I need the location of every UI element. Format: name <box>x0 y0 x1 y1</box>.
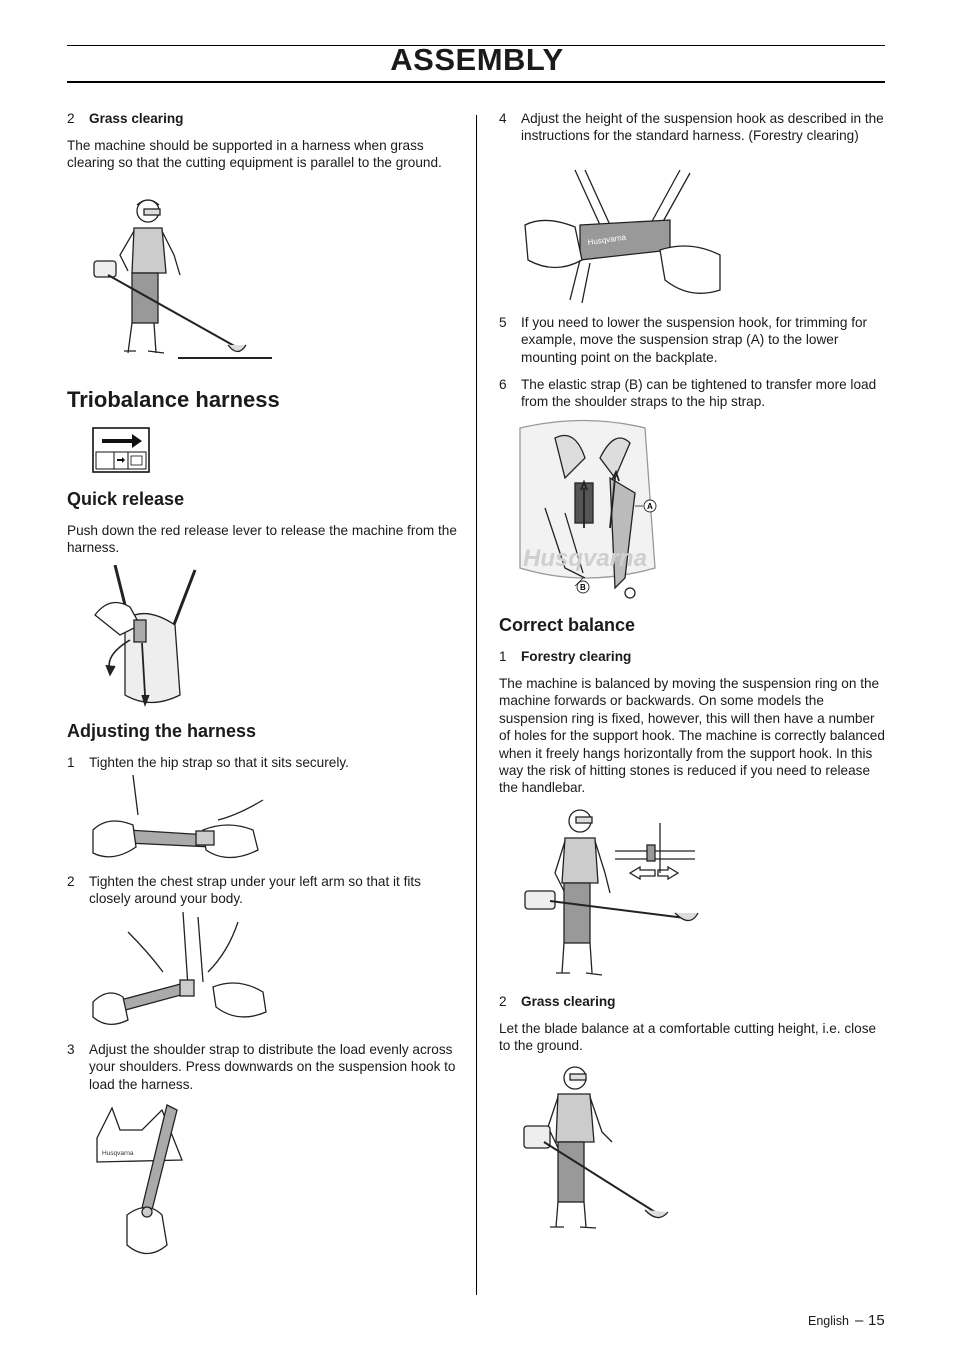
footer-dash: – <box>855 1312 864 1329</box>
page-number: 15 <box>868 1312 885 1329</box>
label-b: B <box>580 583 586 592</box>
triobalance-title: Triobalance harness <box>67 387 280 412</box>
suspension-hook-figure <box>520 165 730 305</box>
adjusting-harness-title: Adjusting the harness <box>67 721 257 741</box>
quick-release-text: Push down the red release lever to release the machine from the harness. <box>67 523 457 556</box>
grass-clearing-figure <box>88 193 278 368</box>
instruction-manual-icon <box>92 427 150 473</box>
husqvarna-brand-backplate: Husqvarna <box>523 545 648 572</box>
quick-release-figure <box>90 565 205 710</box>
footer-language: English <box>808 1314 849 1328</box>
grass-clearing-text: The machine should be supported in a harness when grass clearing so that the cutting equipment is parallel to the ground. <box>67 138 442 171</box>
column-divider <box>476 115 477 1295</box>
header-bottom-rule <box>67 81 885 83</box>
page-title: ASSEMBLY <box>390 42 564 77</box>
shoulder-strap-figure <box>92 1100 202 1265</box>
grass-balance-figure <box>520 1062 675 1232</box>
husqvarna-brand-small: Husqvarna <box>102 1150 134 1157</box>
forestry-clearing-text: The machine is balanced by moving the suspension ring on the machine forwards or backwards. On some models the suspension ring is fixed, however, this will then have a number of holes for the support hook. The machine is correctly balanced when it freely hangs horizontally from the support hook. In this way the risk of hitting stones is reduced if you need to release the handlebar. <box>499 676 885 796</box>
grass-clearing-2-text: Let the blade balance at a comfortable cutting height, i.e. close to the ground. <box>499 1021 877 1054</box>
chest-strap-figure <box>88 912 273 1030</box>
husqvarna-brand-hook: Husqvarna <box>587 232 627 247</box>
quick-release-title: Quick release <box>67 489 185 509</box>
backplate-straps-figure <box>515 418 665 603</box>
hip-strap-figure <box>88 775 273 865</box>
correct-balance-title: Correct balance <box>499 615 636 635</box>
label-a: A <box>647 502 653 511</box>
forestry-balance-figure <box>520 803 705 983</box>
